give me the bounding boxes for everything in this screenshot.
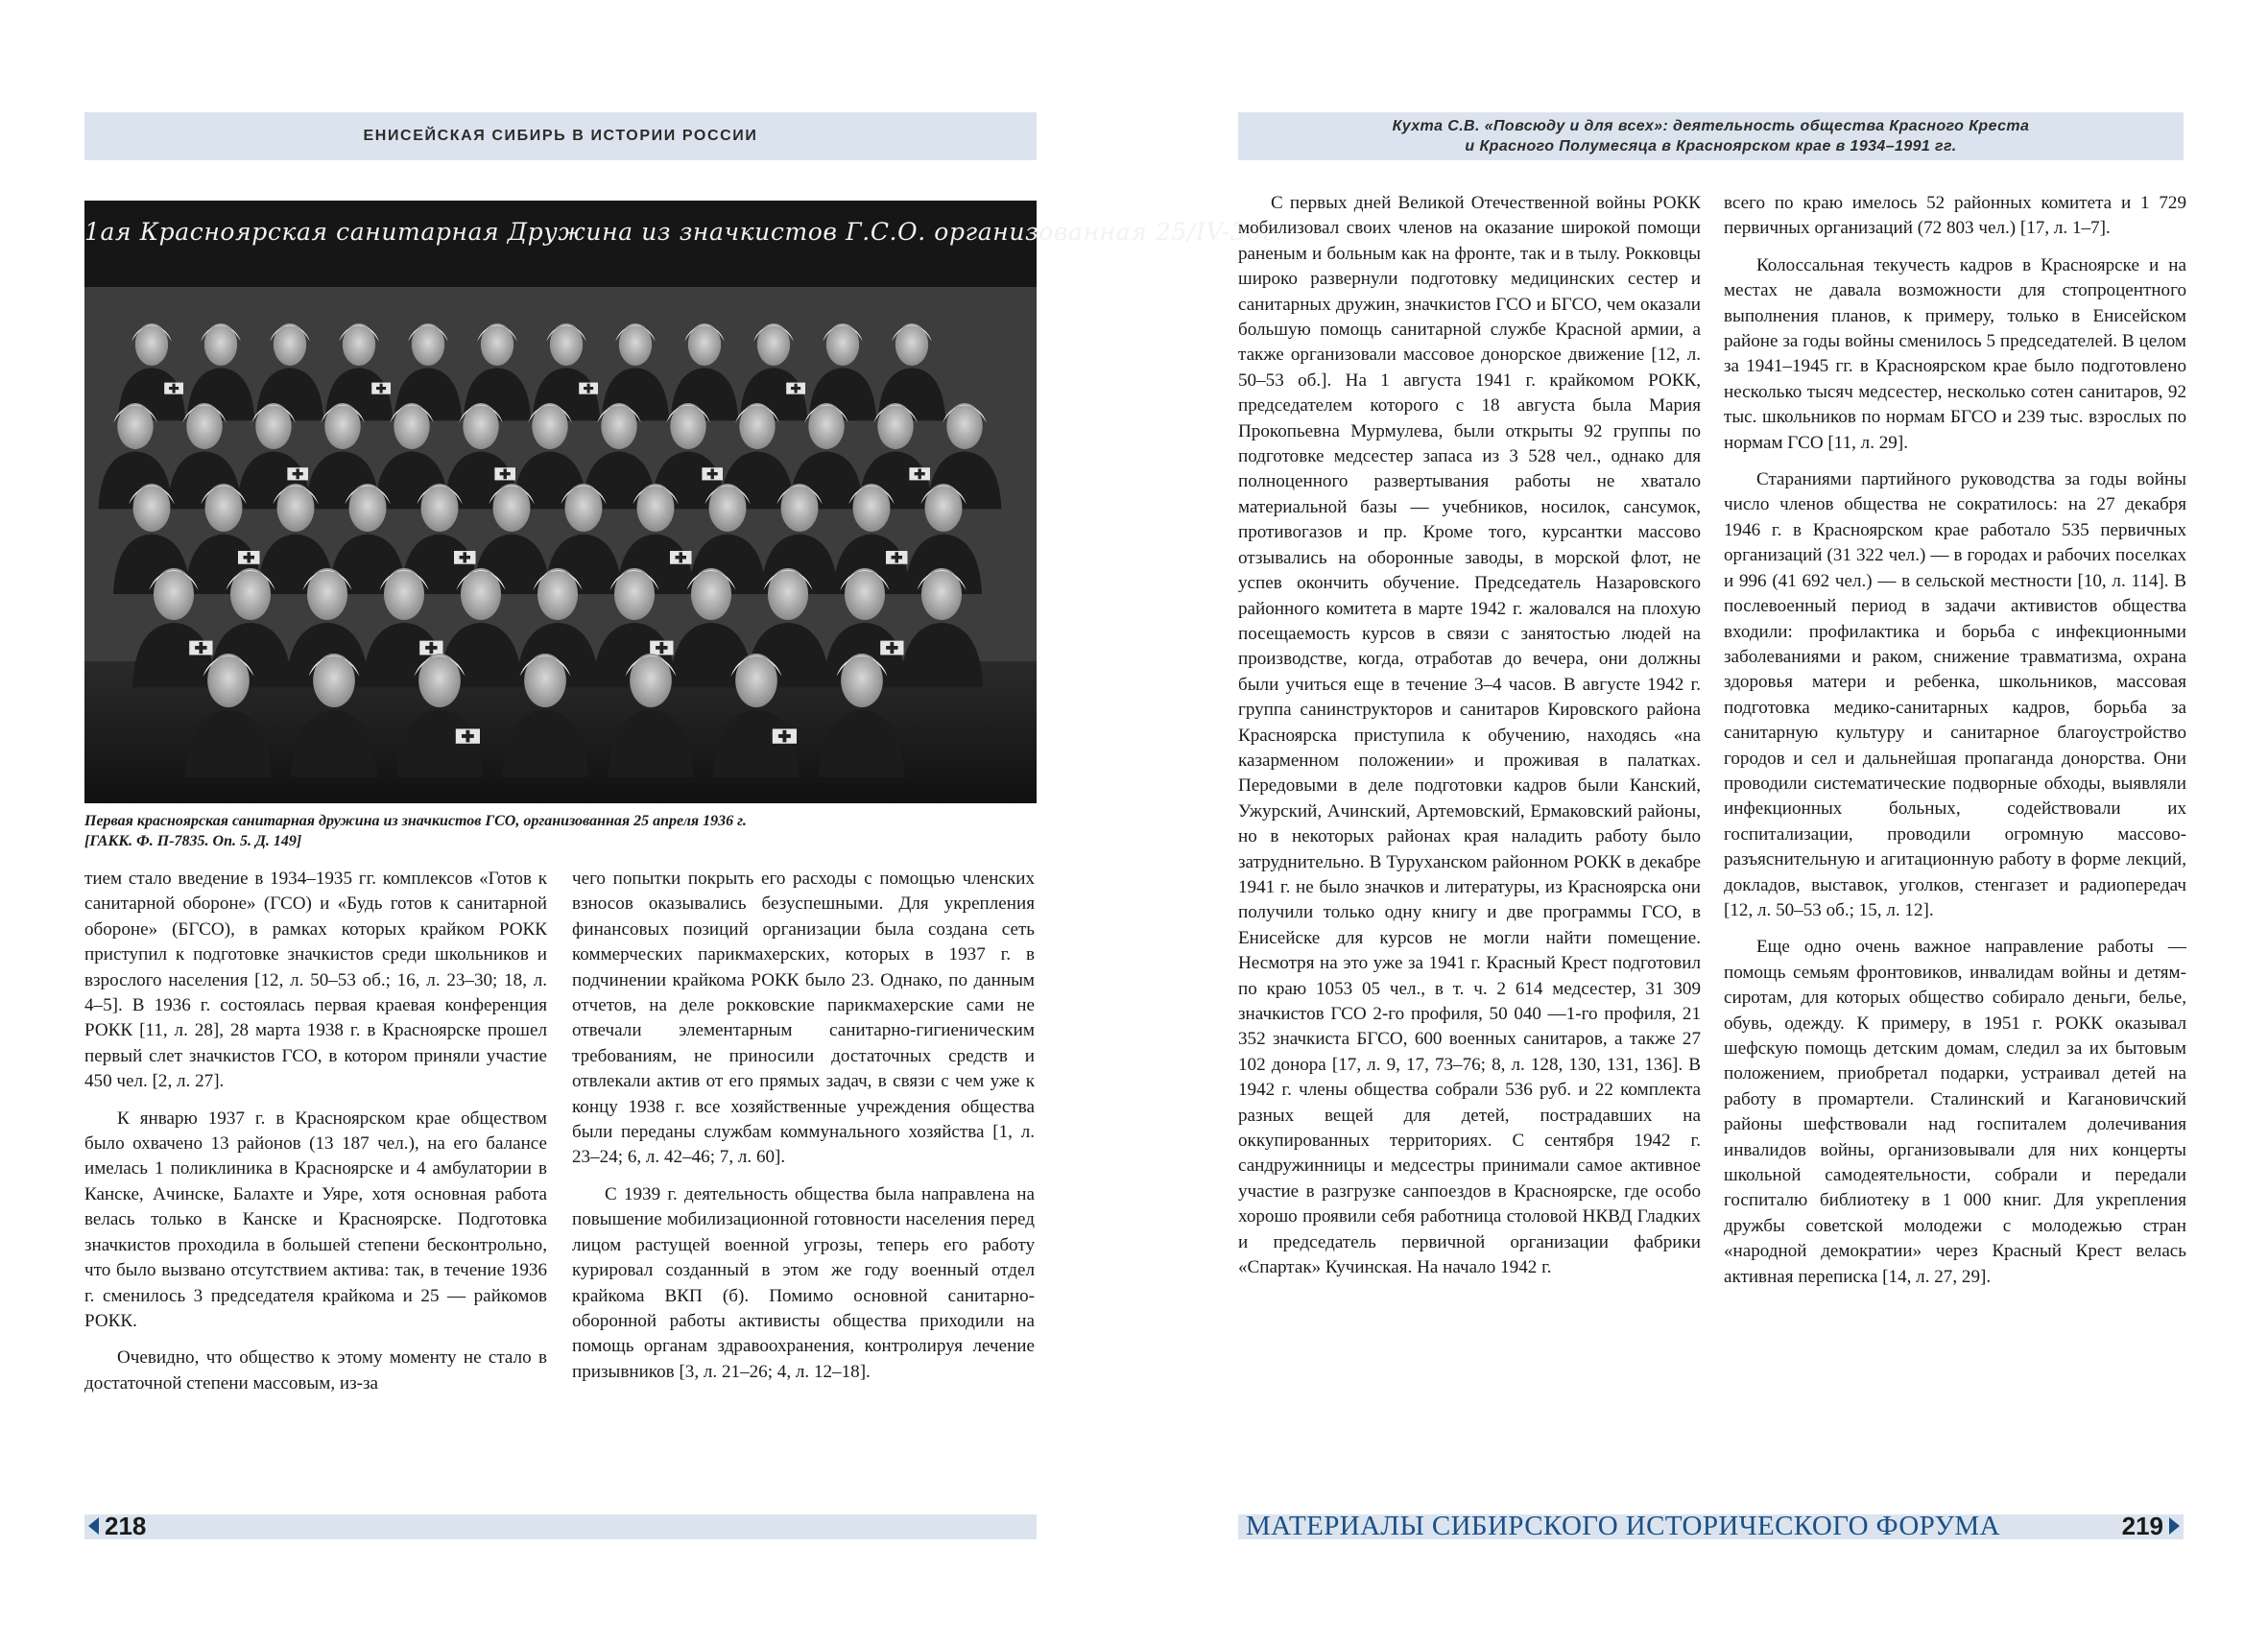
photo-caption-source: [ГАКК. Ф. П-7835. Оп. 5. Д. 149] [84, 833, 302, 849]
photo-illustration [84, 201, 1283, 803]
paragraph: Еще одно очень важное направление работы — помощь семьям фронтовиков, инвалидам войны и детям-сиротам, для которых общество собирало деньги, белье, обувь, одежду. К примеру, в 1951 г. РОКК оказывал шефскую помощь детским домам, следил за их бытовым положением, приобретал подарки, устраивал детей на работу в промартели. Сталинский и Кагановичский районы шефствовали над госпиталем долечивания инвалидов войны, организовывали для них концерты школьной самодеятельности, собрали и передали госпиталю библиотеку в 1 000 книг. Для укрепления дружбы советской молодежи с молодежью стран «народной демократии» через Красный Крест велась активная переписка [14, л. 27, 29]. [1724, 937, 2186, 1287]
cross-mark [886, 646, 897, 650]
cross-mark [195, 646, 206, 650]
running-header-line: Кухта С.В. «Повсюду и для всех»: деятельность общества Красного Креста [1392, 118, 2030, 134]
cross-mark [244, 556, 255, 560]
cross-mark [584, 387, 593, 390]
paragraph: всего по краю имелось 52 районных комитета и 1 729 первичных организаций (72 803 чел.) [17, л. 1–7]. [1724, 193, 2186, 239]
paragraph: Очевидно, что общество к этому моменту не стало в достаточной степени массовым, из-за [84, 1347, 547, 1394]
paragraph: Колоссальная текучесть кадров в Красноярске и на местах не давала возможности для стопроцентного выполнения планов, к примеру, только в Енисейском районе за годы войны сменилось 5 председателей. В целом за 1941–1945 гг. в Красноярском крае было подготовлено несколько тысяч медсестер, несколько сотен санитаров, 92 тыс. школьников по нормам БГСО и 239 тыс. взрослых по нормам ГСО [11, л. 29]. [1724, 254, 2186, 453]
cross-mark [892, 556, 903, 560]
running-header-line: и Красного Полумесяца в Красноярском крае в 1934–1991 гг. [1465, 138, 1957, 155]
left-page-number [88, 1512, 146, 1540]
cross-mark [791, 387, 800, 390]
photo-caption-text: Первая красноярская санитарная дружина из значкистов ГСО, организованная 25 апреля 1936 г. [84, 813, 747, 829]
journal-title: МАТЕРИАЛЫ СИБИРСКОГО ИСТОРИЧЕСКОГО ФОРУМА [1246, 1511, 2000, 1541]
cross-mark [676, 556, 687, 560]
chevron-left-icon [88, 1517, 99, 1535]
cross-mark [778, 734, 791, 738]
cross-mark [462, 734, 474, 738]
paragraph: С 1939 г. деятельность общества была направлена на повышение мобилизационной готовности населения перед лицом растущей военной угрозы, теперь его работу курировал созданный в этом же году военный отдел крайкома ВКП (б). Помимо основной санитарно-оборонной работы активисты общества приходили на помощь органам здравоохранения, контролируя лечение призывников [3, л. 21–26; 4, л. 12–18]. [572, 1183, 1035, 1382]
photo-caption [84, 811, 1044, 851]
right-running-header [1238, 112, 2184, 160]
cross-mark [656, 646, 667, 650]
cross-mark [425, 646, 437, 650]
right-page-column-1 [1238, 191, 1701, 1292]
paragraph: С первых дней Великой Отечественной войны РОКК мобилизовал своих членов на оказание широкой помощи раненым и больным как на фронте, так и в тылу. Рокковцы широко развернули подготовку медицинских сестер и санитарных дружин, значкистов ГСО и БГСО, чем оказали большую помощь санитарной службе Красной армии, а также организовали массовое донорское движение [12, л. 50–53 об.]. На 1 августа 1941 г. крайкомом РОКК, председателем которого с 18 августа была Мария Прокопьевна Мурмулева, были открыты 92 группы по подготовке медсестер запаса из 3 528 чел., однако для полноценного развертывания работы не хватало материальной базы — учебников, носилок, сансумок, противогазов и пр. Кроме того, курсантки массово отзывались на оборонные заводы, в морской флот, не успев окончить обучение. Председатель Назаровского районного комитета в марте 1942 г. жаловался на плохую посещаемость курсов в связи с занятостью людей на производстве, когда, отработав до вечера, они должны были учиться еще в течение 3–4 часов. В августе 1942 г. группа санинструкторов и санитаров Кировского района Красноярска приступила к обучению, находясь «на казарменном положении» и проживая в палатках. Передовыми в деле подготовки кадров были Канский, Ужурский, Ачинский, Артемовский, Ермаковский районы, но в некоторых районах края наладить работу было затруднительно. В Туруханском районном РОКК в декабре 1941 г. не было значков и литературы, из Красноярска они получили только одну книгу и две программы ГСО, в Енисейске для курсов не могли найти помещение. Несмотря на это уже за 1941 г. Красный Крест подготовил по краю 1053 05 чел., в т. ч. 2 614 медсестер, 31 309 значкистов ГСО 2-го профиля, 50 040 —1-го профиля, 21 352 значкиста БГСО, 600 военных санитаров, а также 27 102 донора [17, л. 9, 17, 73–76; 8, л. 128, 130, 131, 136]. В 1942 г. члены общества собрали 536 руб. и 22 комплекта разных вещей для детей, пострадавших на оккупированных территориях. С сентября 1942 г. сандружинницы и медсестры принимали самое активное участие в разгрузке санпоездов в Красноярске, где особо хорошо проявили себя работница столовой НКВД Гладких и председатель первичной организации фабрики «Спартак» Кучинская. На начало 1942 г. [1238, 193, 1701, 1278]
cross-mark [460, 556, 471, 560]
cross-mark [500, 472, 511, 475]
cross-mark [707, 472, 718, 475]
left-footer-band [84, 1514, 1037, 1539]
cross-mark [169, 387, 179, 390]
paragraph: Стараниями партийного руководства за годы войны число членов общества не сократилось: на 27 декабря 1946 г. в Красноярском крае работало 535 первичных организаций (31 322 чел.) — в городах и рабочих поселках и 996 (41 692 чел.) — в сельской местности [10, л. 114]. В послевоенный период в задачи активистов общества входили: профилактика и борьба с инфекционными заболеваниями и раком, снижение травматизма, охрана здоровья матери и ребенка, школьников, массовая подготовка медико-санитарных кадров, борьба за санитарную культуру и санитарное благоустройство городов и сел и дальнейшая пропаганда донорства. Они проводили систематические подворные обходы, выявляли инфекционных больных, содействовали их госпитализации, проводили огромную массово-разъяснительную и агитационную работу в форме лекций, докладов, выставок, уголков, стенгазет и радиопередач [12, л. 50–53 об.; 15, л. 12]. [1724, 469, 2186, 920]
historical-group-photo [84, 201, 1283, 803]
paragraph: К январю 1937 г. в Красноярском крае обществом было охвачено 13 районов (13 187 чел.), на его балансе имелась 1 поликлиника в Красноярске и 4 амбулатории в Канске, Ачинске, Балахте и Уяре, хотя основная работа велась только в Канске и Красноярске. Подготовка значкистов проходила в большей степени бесконтрольно, что было вызвано отсутствием актива: так, в течение 1936 г. сменилось 3 председателя крайкома и 25 — райкомов РОКК. [84, 1108, 547, 1331]
right-page-column-2 [1724, 191, 2186, 1301]
right-page-number [2122, 1512, 2180, 1540]
left-page-column-1 [84, 867, 547, 1408]
page-number-text: 218 [105, 1512, 147, 1540]
left-running-header: ЕНИСЕЙСКАЯ СИБИРЬ В ИСТОРИИ РОССИИ [84, 112, 1037, 160]
chevron-right-icon [2169, 1517, 2180, 1535]
photo-inscription: 1ая Красноярская санитарная Дружина из значкистов Г.С.О. организованная 25/IV-36г. [84, 218, 1283, 246]
cross-mark [293, 472, 303, 475]
cross-mark [915, 472, 925, 475]
cross-mark [376, 387, 386, 390]
paragraph: чего попытки покрыть его расходы с помощью членских взносов оказывались безуспешными. Для укрепления финансовых позиций организации была создана сеть коммерческих парикмахерских, которых в 1937 г. в подчинении крайкома РОКК было 23. Однако, по данным отчетов, на деле рокковские парикмахерские сами не отвечали элементарным санитарно-гигиеническим требованиям, не приносили достаточных средств и отвлекали актив от его прямых задач, в связи с чем уже к концу 1938 г. все хозяйственные учреждения общества были переданы службам коммунального хозяйства [1, л. 23–24; 6, л. 42–46; 7, л. 60]. [572, 869, 1035, 1168]
left-page-column-2 [572, 867, 1035, 1396]
page-number-text: 219 [2121, 1512, 2163, 1540]
paragraph: тием стало введение в 1934–1935 гг. комплексов «Готов к санитарной обороне» (ГСО) и «Будь готов к санитарной обороне» (БГСО), в рамках которых крайком РОКК приступил к подготовке значкистов среди школьников и взрослого населения [12, л. 50–53 об.; 16, л. 23–30; 18, л. 4–5]. В 1936 г. состоялась первая краевая конференция РОКК [11, л. 28], 28 марта 1938 г. в Красноярске прошел первый слет значкистов ГСО, в котором приняли участие 450 чел. [2, л. 27]. [84, 869, 547, 1092]
